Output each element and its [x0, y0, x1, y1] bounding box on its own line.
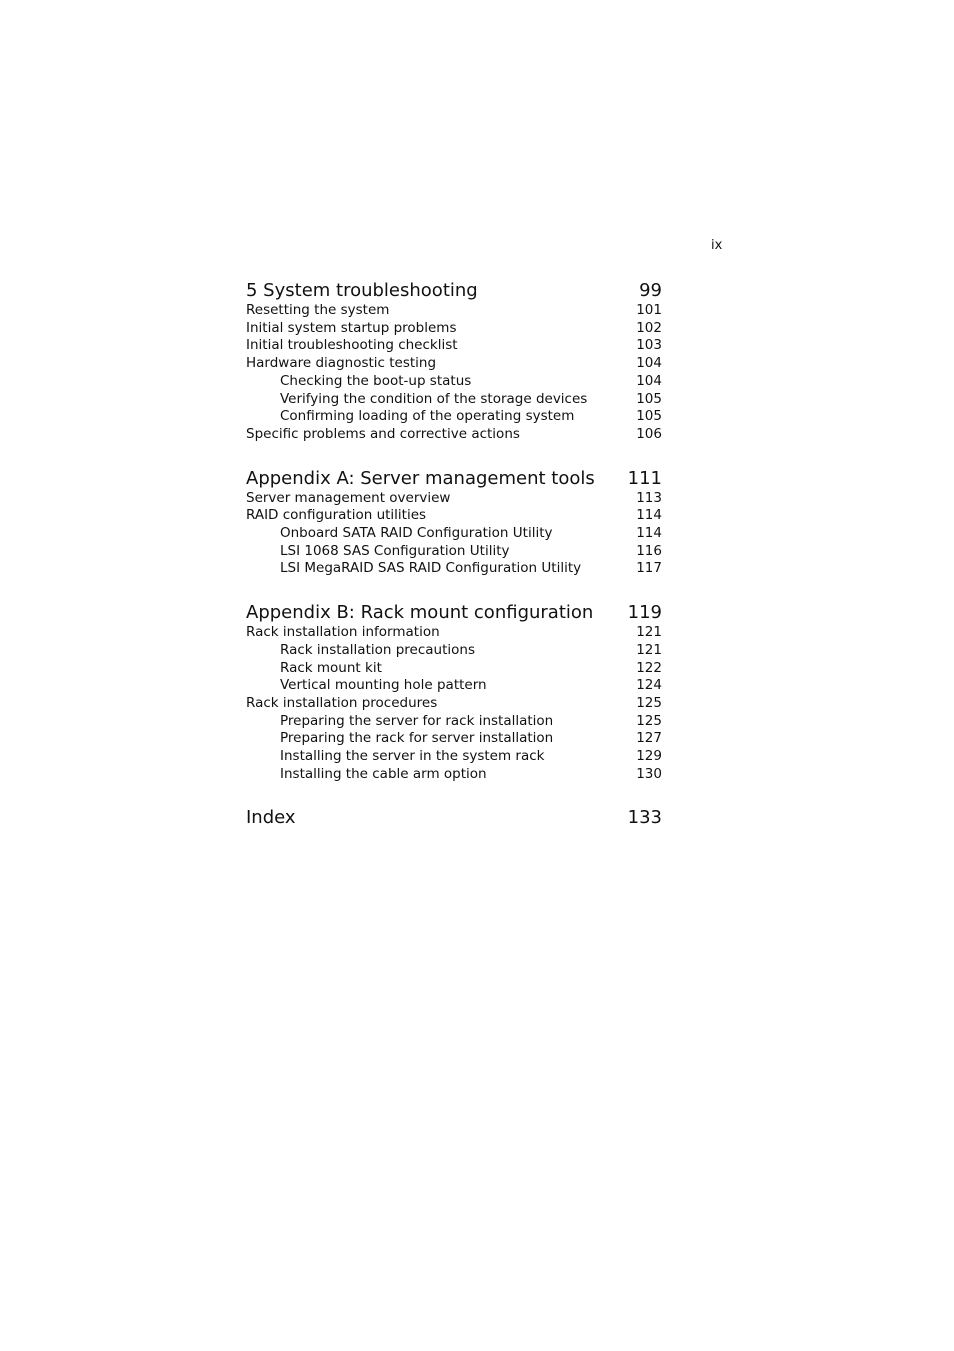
- page-number: ix: [711, 238, 723, 253]
- entry-page-number: 127: [636, 730, 662, 747]
- toc-section-appendix-b: [246, 602, 662, 783]
- toc-subentry[interactable]: [246, 408, 662, 426]
- toc-entry[interactable]: [246, 490, 662, 508]
- table-of-contents: [246, 280, 662, 853]
- entry-title: Installing the server in the system rack: [280, 748, 545, 765]
- entry-title: Rack installation information: [246, 624, 440, 641]
- entry-page-number: 113: [636, 489, 662, 506]
- chapter-page-number: 111: [627, 467, 662, 489]
- toc-subentry[interactable]: [246, 660, 662, 678]
- entry-page-number: 129: [636, 748, 662, 765]
- entry-title: Checking the boot-up status: [280, 372, 472, 389]
- chapter-title: Index: [246, 807, 296, 829]
- toc-entry[interactable]: [246, 507, 662, 525]
- entry-title: Resetting the system: [246, 302, 390, 318]
- toc-subentry[interactable]: [246, 391, 662, 409]
- entry-title: Preparing the server for rack installation: [280, 712, 554, 729]
- entry-title: Server management overview: [246, 489, 451, 506]
- entry-page-number: 122: [636, 659, 662, 676]
- entry-title: Rack mount kit: [280, 659, 382, 676]
- chapter-page-number: 99: [639, 280, 662, 301]
- toc-subentry[interactable]: [246, 766, 662, 784]
- toc-entry[interactable]: [246, 355, 662, 373]
- entry-title: LSI 1068 SAS Configuration Utility: [280, 542, 510, 559]
- toc-section-index: [246, 807, 662, 829]
- toc-entry[interactable]: [246, 695, 662, 713]
- entry-page-number: 114: [636, 525, 662, 542]
- toc-entry[interactable]: [246, 426, 662, 444]
- entry-title: Verifying the condition of the storage devices: [280, 390, 588, 407]
- chapter-title: 5 System troubleshooting: [246, 280, 478, 301]
- entry-page-number: 114: [636, 507, 662, 524]
- entry-page-number: 101: [636, 302, 662, 318]
- toc-entry[interactable]: [246, 337, 662, 355]
- entry-title: Installing the cable arm option: [280, 765, 487, 782]
- entry-page-number: 106: [636, 425, 662, 442]
- toc-entry[interactable]: [246, 302, 662, 320]
- entry-title: RAID configuration utilities: [246, 507, 427, 524]
- entry-title: Initial system startup problems: [246, 319, 457, 336]
- entry-title: Hardware diagnostic testing: [246, 355, 437, 372]
- toc-subentry[interactable]: [246, 373, 662, 391]
- entry-page-number: 125: [636, 712, 662, 729]
- toc-subentry[interactable]: [246, 730, 662, 748]
- toc-entry[interactable]: [246, 624, 662, 642]
- toc-chapter-heading[interactable]: [246, 468, 662, 490]
- toc-chapter-heading[interactable]: [246, 602, 662, 624]
- entry-page-number: 117: [636, 560, 662, 577]
- toc-subentry[interactable]: [246, 642, 662, 660]
- toc-subentry[interactable]: [246, 543, 662, 561]
- chapter-page-number: 119: [627, 602, 662, 624]
- entry-page-number: 102: [636, 319, 662, 336]
- toc-chapter-heading[interactable]: [246, 807, 662, 829]
- chapter-title: Appendix A: Server management tools: [246, 467, 595, 489]
- entry-page-number: 104: [636, 372, 662, 389]
- toc-section-appendix-a: [246, 468, 662, 579]
- entry-page-number: 103: [636, 337, 662, 354]
- toc-entry[interactable]: [246, 320, 662, 338]
- toc-subentry[interactable]: [246, 713, 662, 731]
- chapter-title: Appendix B: Rack mount configuration: [246, 602, 594, 624]
- toc-subentry[interactable]: [246, 560, 662, 578]
- entry-title: Rack installation procedures: [246, 694, 438, 711]
- entry-page-number: 130: [636, 765, 662, 782]
- entry-title: Confirming loading of the operating system: [280, 408, 575, 425]
- entry-title: Rack installation precautions: [280, 641, 475, 658]
- entry-page-number: 105: [636, 390, 662, 407]
- entry-title: Initial troubleshooting checklist: [246, 337, 458, 354]
- toc-subentry[interactable]: [246, 525, 662, 543]
- entry-title: Vertical mounting hole pattern: [280, 677, 487, 694]
- toc-chapter-heading[interactable]: [246, 280, 662, 302]
- entry-page-number: 125: [636, 694, 662, 711]
- entry-page-number: 121: [636, 641, 662, 658]
- entry-title: Preparing the rack for server installation: [280, 730, 554, 747]
- entry-page-number: 116: [636, 542, 662, 559]
- chapter-page-number: 133: [627, 807, 662, 829]
- entry-title: Onboard SATA RAID Configuration Utility: [280, 525, 553, 542]
- entry-page-number: 124: [636, 677, 662, 694]
- toc-subentry[interactable]: [246, 748, 662, 766]
- entry-title: Specific problems and corrective actions: [246, 425, 520, 442]
- toc-section-troubleshooting: [246, 280, 662, 444]
- entry-page-number: 105: [636, 408, 662, 425]
- entry-page-number: 121: [636, 624, 662, 641]
- entry-page-number: 104: [636, 355, 662, 372]
- toc-subentry[interactable]: [246, 677, 662, 695]
- entry-title: LSI MegaRAID SAS RAID Configuration Utility: [280, 560, 582, 577]
